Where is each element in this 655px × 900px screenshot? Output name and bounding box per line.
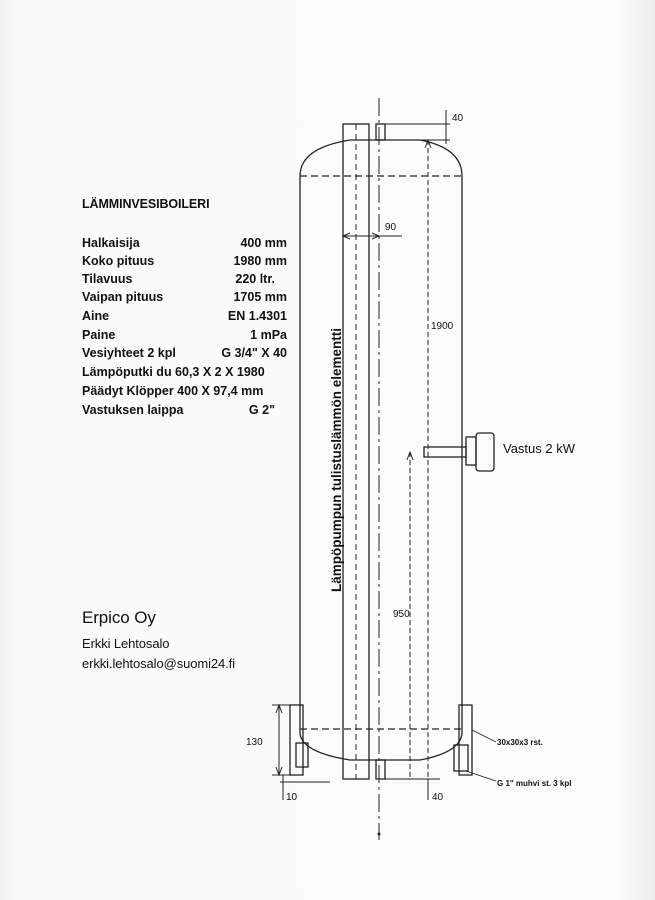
spec-label: Tilavuus bbox=[82, 272, 133, 286]
dim-90: 90 bbox=[385, 222, 397, 233]
spec-label: Aine bbox=[82, 309, 110, 323]
spec-value: EN 1.4301 bbox=[227, 309, 287, 323]
dim-40-top: 40 bbox=[452, 113, 464, 124]
socket-note: G 1" muhvi st. 3 kpl bbox=[497, 779, 572, 788]
spec-value: 1 mPa bbox=[250, 328, 287, 342]
spec-value: 220 ltr. bbox=[235, 272, 275, 286]
spec-label: Halkaisija bbox=[82, 236, 140, 250]
dim-950: 950 bbox=[393, 609, 410, 620]
spec-label: Koko pituus bbox=[82, 254, 155, 268]
spec-label: Lämpöputki du 60,3 X 2 X 1980 bbox=[82, 365, 265, 379]
socket-right bbox=[454, 745, 468, 771]
spec-label: Vesiyhteet 2 kpl bbox=[82, 346, 176, 360]
heater-flange bbox=[466, 437, 476, 465]
spec-title: LÄMMINVESIBOILERI bbox=[82, 197, 210, 211]
spec-value: 400 mm bbox=[240, 236, 287, 250]
tank-shell bbox=[300, 140, 462, 760]
dim-130: 130 bbox=[246, 737, 263, 748]
contact-email: erkki.lehtosalo@suomi24.fi bbox=[82, 656, 235, 671]
pipe-label: Lämpöpumpun tulistuslämmön elementti bbox=[329, 327, 344, 592]
spec-label: Vaipan pituus bbox=[82, 290, 164, 304]
dim-10: 10 bbox=[286, 792, 298, 803]
top-nozzle bbox=[376, 124, 385, 140]
heater-label: Vastus 2 kW bbox=[503, 441, 576, 456]
spec-value: 1705 mm bbox=[233, 290, 287, 304]
leg-note: 30x30x3 rst. bbox=[497, 738, 543, 747]
spec-label: Vastuksen laippa bbox=[82, 403, 184, 417]
heater-head bbox=[476, 433, 494, 471]
spec-label: Päädyt Klöpper 400 X 97,4 mm bbox=[82, 384, 264, 398]
spec-value: G 2" bbox=[248, 403, 275, 417]
dim-1900: 1900 bbox=[431, 321, 454, 332]
spec-value: 1980 mm bbox=[233, 254, 287, 268]
heater-rod bbox=[424, 447, 466, 457]
socket-left bbox=[296, 743, 308, 767]
dim-40-bottom: 40 bbox=[432, 792, 444, 803]
heat-pipe bbox=[343, 124, 369, 779]
center-dot-bottom bbox=[378, 833, 381, 836]
contact-person: Erkki Lehtosalo bbox=[82, 636, 170, 651]
spec-value: G 3/4" X 40 bbox=[221, 346, 287, 360]
leg-right bbox=[459, 705, 472, 775]
bottom-nozzle bbox=[376, 760, 385, 779]
spec-label: Paine bbox=[82, 328, 116, 342]
company-name: Erpico Oy bbox=[82, 608, 156, 627]
